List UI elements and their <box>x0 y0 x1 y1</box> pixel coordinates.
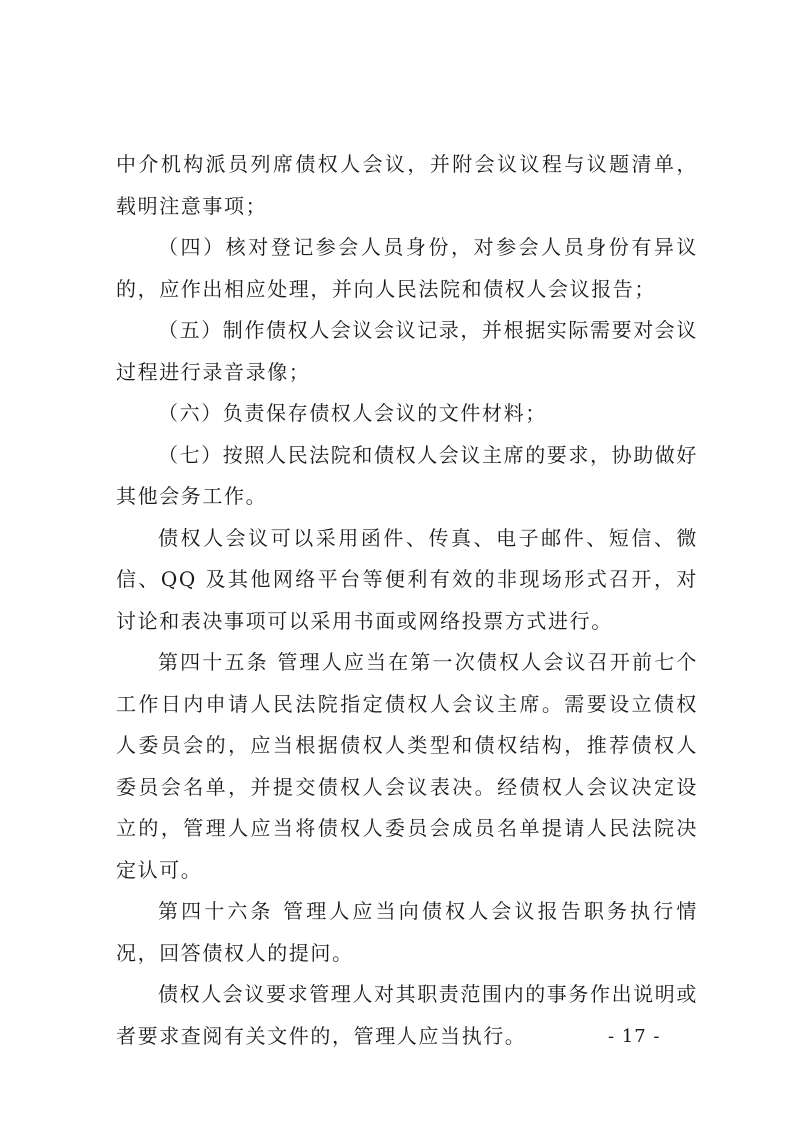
paragraph-article-46: 第四十六条 管理人应当向债权人会议报告职务执行情况，回答债权人的提问。 <box>116 899 698 965</box>
paragraph-explanation-request: 债权人会议要求管理人对其职责范围内的事务作出说明或者要求查阅有关文件的，管理人应当执行。 <box>116 982 698 1048</box>
paragraph-item-4: （四）核对登记参会人员身份，对参会人员身份有异议的，应作出相应处理，并向人民法院和债权人会议报告； <box>116 235 698 301</box>
body-text <box>116 144 698 1057</box>
paragraph-item-5: （五）制作债权人会议会议记录，并根据实际需要对会议过程进行录音录像； <box>116 318 698 384</box>
paragraph-item-7: （七）按照人民法院和债权人会议主席的要求，协助做好其他会务工作。 <box>116 442 698 508</box>
paragraph-item-6: （六）负责保存债权人会议的文件材料； <box>158 401 547 425</box>
page-number: - 17 - <box>608 1026 661 1047</box>
paragraph-article-45: 第四十五条 管理人应当在第一次债权人会议召开前七个工作日内申请人民法院指定债权人会议主席。需要设立债权人委员会的，应当根据债权人类型和债权结构，推荐债权人委员会名单，并提交债权人会议表决。经债权人会议决定设立的，管理人应当将债权人委员会成员名单提请人民法院决定认可。 <box>116 650 698 882</box>
paragraph-remote-meeting: 债权人会议可以采用函件、传真、电子邮件、短信、微信、QQ 及其他网络平台等便利有效的非现场形式召开，对讨论和表决事项可以采用书面或网络投票方式进行。 <box>116 525 698 633</box>
paragraph-continuation: 中介机构派员列席债权人会议，并附会议议程与议题清单，载明注意事项； <box>116 152 698 218</box>
